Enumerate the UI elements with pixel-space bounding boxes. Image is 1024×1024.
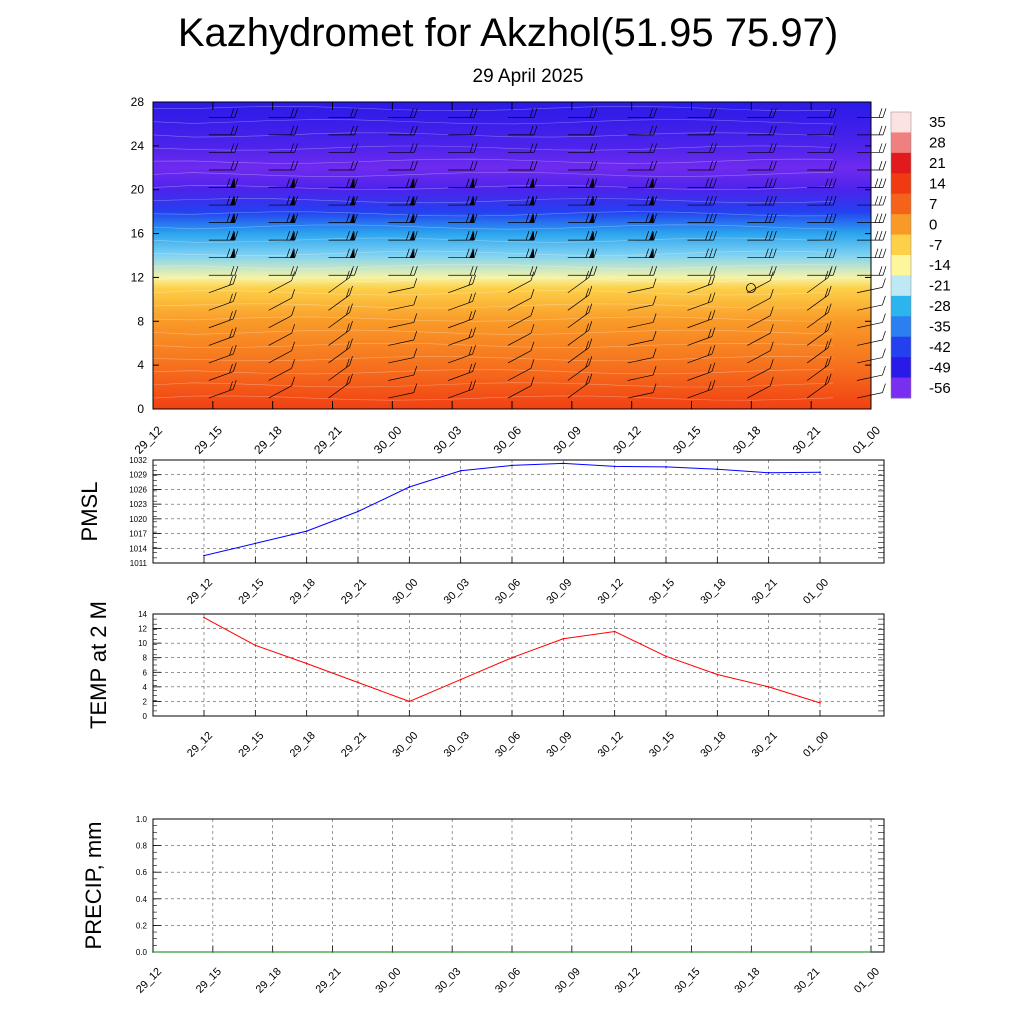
data-point bbox=[152, 951, 154, 953]
data-point bbox=[460, 679, 462, 681]
data-point bbox=[272, 951, 274, 953]
x-tick-label: 30_18 bbox=[732, 965, 763, 996]
x-tick-label: 30_15 bbox=[670, 423, 704, 457]
x-tick-label: 30_15 bbox=[647, 576, 678, 607]
data-point bbox=[306, 530, 308, 532]
chart-date: 29 April 2025 bbox=[472, 66, 584, 87]
y-tick-label: 1029 bbox=[129, 470, 147, 480]
data-point bbox=[810, 951, 812, 953]
data-point bbox=[716, 468, 718, 470]
y-tick-label: 0.0 bbox=[135, 948, 147, 957]
x-tick-label: 30_12 bbox=[610, 423, 644, 457]
x-tick-label: 30_21 bbox=[749, 576, 780, 607]
y-axis-title: TEMP at 2 M bbox=[86, 601, 111, 729]
colorbar-label: 7 bbox=[929, 195, 938, 213]
x-tick-label: 29_21 bbox=[339, 576, 370, 607]
x-tick-label: 30_09 bbox=[544, 729, 575, 760]
data-point bbox=[357, 511, 359, 513]
y-axis-title: PMSL bbox=[77, 481, 102, 542]
colorbar-swatch bbox=[891, 378, 911, 399]
x-tick-label: 30_06 bbox=[493, 576, 524, 607]
x-tick-label: 29_15 bbox=[236, 729, 267, 760]
data-point bbox=[870, 951, 872, 953]
data-point bbox=[614, 631, 616, 633]
y-tick-label: 0.6 bbox=[135, 868, 147, 878]
x-tick-label: 30_00 bbox=[390, 576, 421, 607]
y-tick-label: 20 bbox=[130, 182, 144, 197]
colorbar-label: -42 bbox=[929, 338, 951, 356]
colorbar-label: -14 bbox=[929, 257, 951, 275]
x-tick-label: 30_18 bbox=[729, 423, 764, 457]
x-tick-label: 29_15 bbox=[236, 576, 267, 607]
x-tick-label: 30_00 bbox=[373, 965, 404, 996]
x-tick-label: 29_12 bbox=[185, 729, 216, 760]
colorbar-swatch bbox=[891, 132, 911, 153]
x-tick-label: 30_03 bbox=[441, 729, 472, 760]
x-tick-label: 30_18 bbox=[698, 576, 729, 607]
x-tick-label: 30_15 bbox=[672, 965, 703, 996]
y-tick-label: 0.8 bbox=[135, 841, 147, 851]
x-tick-label: 30_09 bbox=[552, 965, 583, 996]
panel-frame bbox=[153, 614, 884, 716]
y-tick-label: 1017 bbox=[129, 529, 147, 539]
data-point bbox=[716, 674, 718, 676]
precip-panel bbox=[81, 815, 884, 996]
y-tick-label: 2 bbox=[142, 697, 147, 707]
colorbar-swatch bbox=[891, 337, 911, 358]
y-tick-label: 0 bbox=[137, 402, 144, 416]
y-tick-label: 6 bbox=[142, 668, 147, 678]
y-tick-label: 12 bbox=[130, 270, 144, 285]
y-tick-label: 1023 bbox=[129, 500, 147, 510]
colorbar-label: -35 bbox=[929, 318, 951, 336]
x-tick-label: 30_03 bbox=[430, 423, 465, 457]
colorbar-swatch bbox=[891, 194, 911, 215]
x-tick-label: 29_21 bbox=[339, 729, 370, 760]
colorbar-label: -56 bbox=[929, 379, 951, 397]
data-point bbox=[408, 486, 410, 488]
colorbar-swatch bbox=[891, 235, 911, 256]
x-tick-label: 30_09 bbox=[544, 576, 575, 607]
data-point bbox=[254, 542, 256, 544]
x-tick-label: 01_00 bbox=[849, 423, 884, 457]
data-point bbox=[571, 951, 573, 953]
data-point bbox=[631, 951, 633, 953]
data-point bbox=[332, 951, 334, 953]
y-tick-label: 1020 bbox=[129, 514, 147, 524]
x-tick-label: 30_12 bbox=[595, 576, 626, 607]
data-point bbox=[203, 617, 205, 619]
data-point bbox=[819, 702, 821, 704]
data-point bbox=[750, 951, 752, 953]
x-tick-label: 29_15 bbox=[193, 965, 224, 996]
panel-frame bbox=[153, 460, 884, 563]
data-point bbox=[212, 951, 214, 953]
y-tick-label: 1014 bbox=[129, 544, 147, 554]
x-tick-label: 29_18 bbox=[253, 965, 284, 996]
data-point bbox=[562, 638, 564, 640]
colorbar-swatch bbox=[891, 255, 911, 276]
x-tick-label: 30_00 bbox=[390, 729, 421, 760]
colorbar-swatch bbox=[891, 316, 911, 337]
y-tick-label: 16 bbox=[130, 226, 144, 241]
temp-2m-panel bbox=[86, 601, 884, 760]
y-tick-label: 8 bbox=[137, 314, 144, 329]
y-axis-title: PRECIP, mm bbox=[81, 821, 106, 950]
data-point bbox=[691, 951, 693, 953]
x-tick-label: 29_18 bbox=[287, 729, 318, 760]
y-tick-label: 0 bbox=[142, 712, 147, 721]
x-tick-label: 29_12 bbox=[131, 423, 166, 457]
data-point bbox=[614, 465, 616, 467]
x-tick-label: 30_09 bbox=[550, 423, 584, 457]
data-point bbox=[391, 951, 393, 953]
data-point bbox=[357, 682, 359, 684]
x-tick-label: 30_15 bbox=[647, 729, 678, 760]
colorbar-label: -7 bbox=[929, 236, 943, 254]
y-tick-label: 14 bbox=[138, 610, 147, 619]
x-tick-label: 30_06 bbox=[490, 423, 525, 457]
y-tick-label: 1032 bbox=[129, 456, 147, 465]
colorbar-swatch bbox=[891, 214, 911, 235]
colorbar-swatch bbox=[891, 275, 911, 296]
x-tick-label: 29_15 bbox=[191, 423, 225, 457]
colorbar-swatch bbox=[891, 296, 911, 317]
x-tick-label: 30_00 bbox=[370, 423, 405, 457]
colorbar-label: -49 bbox=[929, 359, 951, 377]
data-point bbox=[451, 951, 453, 953]
x-tick-label: 30_21 bbox=[749, 729, 780, 760]
x-tick-label: 01_00 bbox=[801, 576, 832, 607]
data-point bbox=[562, 463, 564, 465]
colorbar-label: -21 bbox=[929, 277, 951, 295]
x-tick-label: 30_06 bbox=[493, 729, 524, 760]
data-point bbox=[511, 951, 513, 953]
colorbar-label: 0 bbox=[929, 216, 938, 234]
cross-section-panel bbox=[131, 95, 886, 457]
y-tick-label: 10 bbox=[138, 639, 147, 649]
x-tick-label: 30_21 bbox=[792, 965, 823, 996]
colorbar-swatch bbox=[891, 173, 911, 194]
y-tick-label: 28 bbox=[130, 95, 144, 109]
colorbar-label: 28 bbox=[929, 134, 946, 152]
series-line bbox=[204, 618, 820, 703]
y-tick-label: 1.0 bbox=[135, 815, 147, 824]
colorbar-swatch bbox=[891, 153, 911, 174]
colorbar-swatch bbox=[891, 357, 911, 378]
panel-frame bbox=[153, 819, 884, 952]
x-tick-label: 01_00 bbox=[801, 729, 832, 760]
data-point bbox=[306, 663, 308, 665]
y-tick-label: 4 bbox=[142, 682, 147, 692]
y-tick-label: 12 bbox=[138, 624, 147, 634]
y-tick-label: 1011 bbox=[129, 559, 147, 568]
data-point bbox=[665, 466, 667, 468]
data-point bbox=[768, 686, 770, 688]
data-point bbox=[819, 471, 821, 473]
data-point bbox=[768, 472, 770, 474]
x-tick-label: 29_21 bbox=[313, 965, 344, 996]
data-point bbox=[460, 470, 462, 472]
colorbar-label: 14 bbox=[929, 175, 946, 193]
x-tick-label: 30_18 bbox=[698, 729, 729, 760]
x-tick-label: 29_12 bbox=[134, 965, 165, 996]
colorbar-label: 35 bbox=[929, 114, 946, 132]
y-tick-label: 0.2 bbox=[135, 921, 147, 931]
chart-title: Kazhydromet for Akzhol(51.95 75.97) bbox=[177, 11, 839, 55]
pmsl-panel bbox=[77, 456, 884, 607]
y-tick-label: 1026 bbox=[129, 485, 147, 495]
x-tick-label: 29_18 bbox=[287, 576, 318, 607]
colorbar bbox=[891, 112, 951, 399]
x-tick-label: 30_21 bbox=[789, 423, 824, 457]
data-point bbox=[511, 464, 513, 466]
x-tick-label: 30_03 bbox=[433, 965, 464, 996]
x-tick-label: 30_12 bbox=[595, 729, 626, 760]
y-tick-label: 0.4 bbox=[135, 894, 147, 904]
x-tick-label: 30_03 bbox=[441, 576, 472, 607]
data-point bbox=[665, 655, 667, 657]
colorbar-swatch bbox=[891, 112, 911, 133]
x-tick-label: 29_12 bbox=[185, 576, 216, 607]
data-point bbox=[408, 701, 410, 703]
y-tick-label: 24 bbox=[130, 138, 144, 153]
y-tick-label: 4 bbox=[137, 358, 144, 373]
data-point bbox=[511, 657, 513, 659]
data-point bbox=[203, 555, 205, 557]
x-tick-label: 29_18 bbox=[251, 423, 285, 457]
x-tick-label: 29_21 bbox=[311, 423, 345, 457]
y-tick-label: 8 bbox=[142, 653, 147, 663]
data-point bbox=[254, 644, 256, 646]
colorbar-label: -28 bbox=[929, 298, 951, 316]
x-tick-label: 01_00 bbox=[852, 965, 883, 996]
x-tick-label: 30_06 bbox=[493, 965, 524, 996]
x-tick-label: 30_12 bbox=[612, 965, 643, 996]
colorbar-label: 21 bbox=[929, 155, 946, 173]
